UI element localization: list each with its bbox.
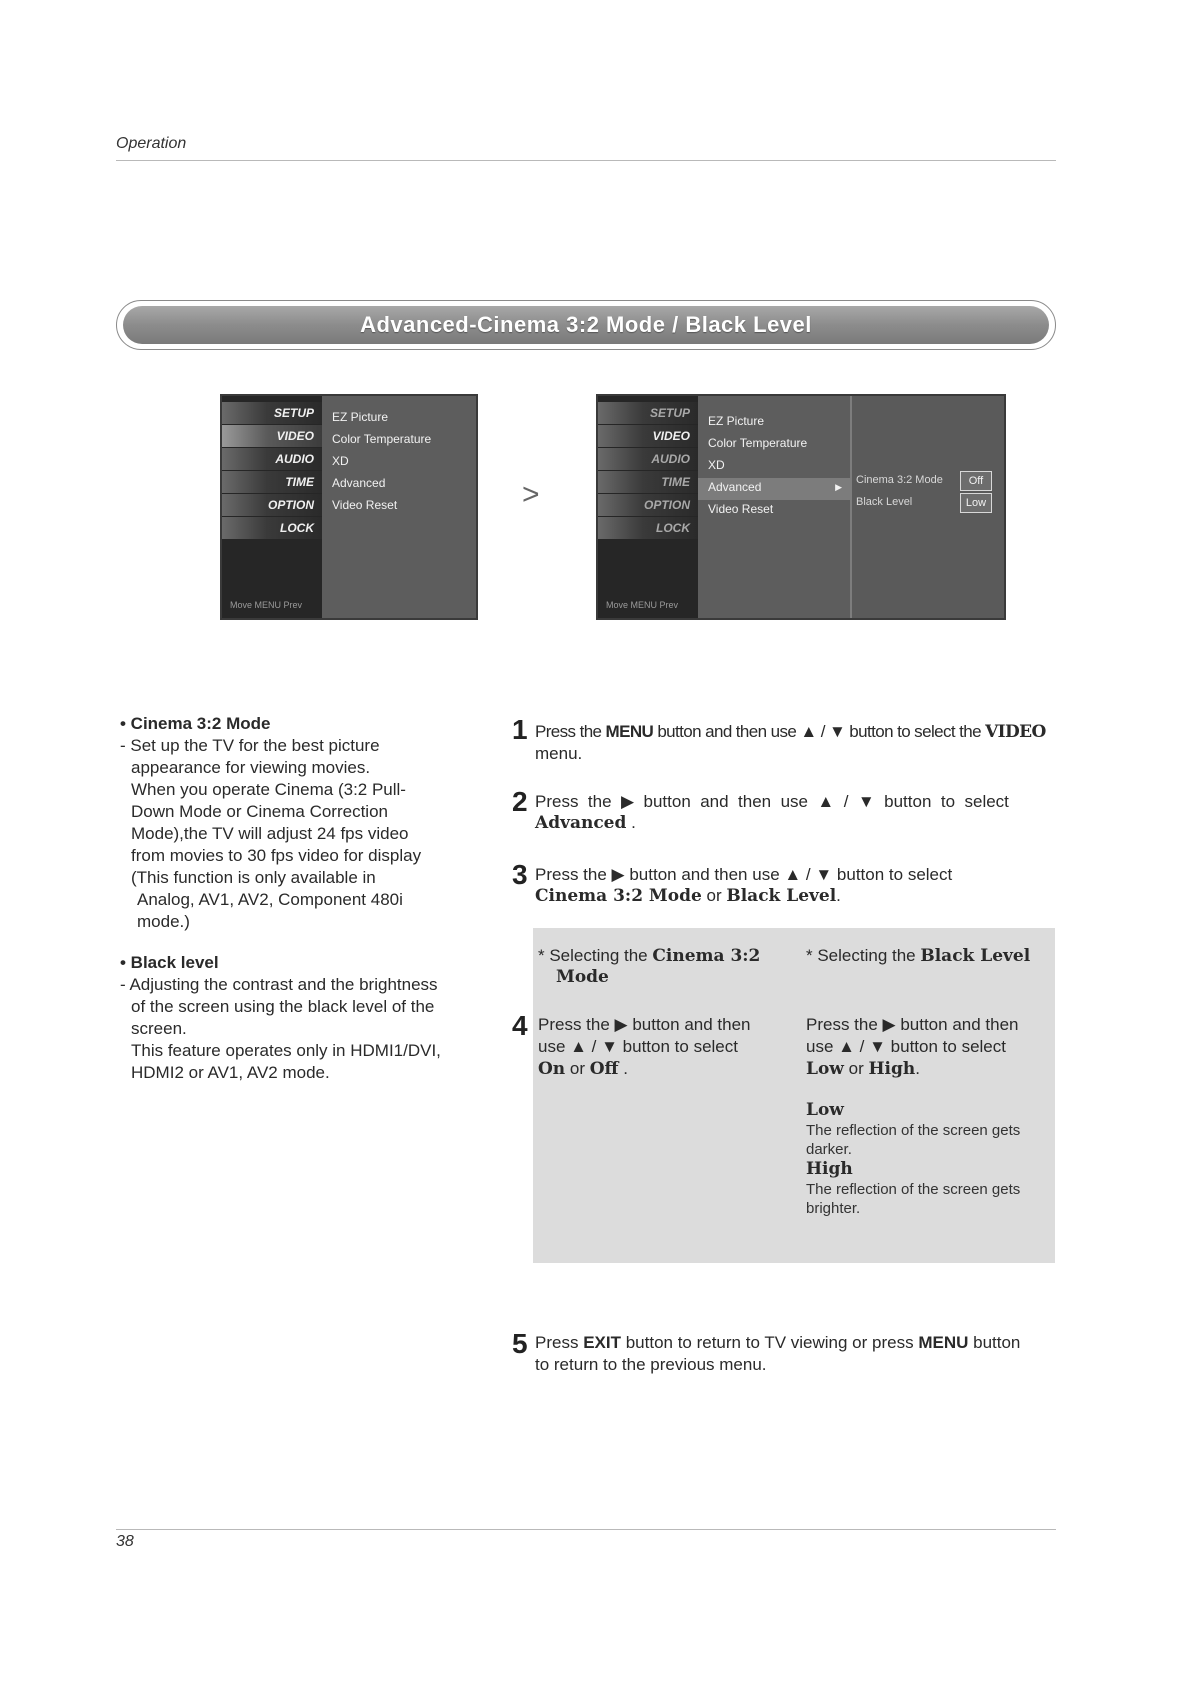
s2-right-arrow-icon: ▶ [620,792,635,811]
s4a-heading [538,945,760,968]
osd-menu-video [220,394,478,620]
s3-arrows-icon: ▲ / ▼ [784,865,833,884]
s4b-heading [806,945,1030,968]
s2-advanced: Advanced [535,813,627,833]
osd-tab-setup-2: SETUP [598,402,698,424]
s4b-low: Low [806,1059,844,1079]
s4b-h1: * Selecting the [806,946,921,965]
osd-item-video-reset-2: Video Reset [708,502,774,516]
cinema-heading: • Cinema 3:2 Mode [120,714,271,733]
step-3-text [535,864,952,886]
s4b-h2: Black Level [920,946,1031,966]
banner-fill [123,306,1049,344]
osd-sidebar-2 [598,396,698,618]
cinema-line-8: Analog, AV1, AV2, Component 480i [137,890,403,909]
cinema-line-6: from movies to 30 fps video for display [131,846,422,865]
osd-sub-black-value: Low [960,493,992,513]
osd-tab-audio-2: AUDIO [598,448,698,470]
s1-c: button and then use [653,722,801,741]
osd-tab-audio: AUDIO [222,448,322,470]
s3-e: button to select [832,865,953,884]
step-5-number: 5 [512,1328,528,1359]
s1-e: button to select the [845,722,986,741]
submenu-arrow-icon: ▶ [835,482,842,492]
cinema-line-2: appearance for viewing movies. [131,758,371,777]
s4b-line-1: Press the ▶ button and then [806,1015,1019,1034]
osd-submenu [850,396,1004,618]
osd-item-xd-2: XD [708,458,725,472]
black-line-2: of the screen using the black level of the [131,997,435,1016]
osd-sub-cinema-label: Cinema 3:2 Mode [856,474,943,486]
cinema-line-7: (This function is only available in [131,868,376,887]
s4a-end: . [618,1059,628,1078]
step-3-text-2 [535,885,841,908]
high-desc-1: The reflection of the screen gets [806,1181,1021,1198]
cinema-line-4: Down Mode or Cinema Correction [131,802,388,821]
osd-item-ez-picture-2: EZ Picture [708,414,765,428]
s2-arrows-icon: ▲ / ▼ [817,792,875,811]
low-title: Low [806,1100,844,1120]
osd-item-color-temperature-2: Color Temperature [708,436,808,450]
osd-item-color-temperature: Color Temperature [332,432,432,446]
s2-a: Press the [535,792,621,811]
osd-tab-option: OPTION [222,494,322,516]
step-2-number: 2 [512,786,528,817]
s4a-line-1: Press the ▶ button and then [538,1015,751,1034]
black-line-4: This feature operates only in HDMI1/DVI, [131,1041,441,1060]
osd-sub-cinema-value: Off [960,471,992,491]
step-1-number: 1 [512,714,528,745]
low-desc-2: darker. [806,1141,852,1158]
s4a-off: Off [589,1059,619,1079]
osd-tab-video: VIDEO [222,425,322,447]
step-3-number: 3 [512,859,528,890]
s4b-high: High [868,1059,916,1079]
cinema-line-1: - Set up the TV for the best picture [120,736,380,755]
osd-menu-advanced [596,394,1006,620]
osd-item-advanced-2: Advanced [708,480,762,494]
s4b-end: . [915,1059,921,1078]
s5-exit: EXIT [583,1333,621,1352]
s3-dot: . [836,886,841,905]
osd-sub-black-label: Black Level [856,496,913,508]
page-number: 38 [116,1533,134,1550]
s2-b: button and then use [634,792,818,811]
step-4-panel [533,928,1055,1263]
low-desc-1: The reflection of the screen gets [806,1122,1021,1139]
osd-tab-video-2: VIDEO [598,425,698,447]
s1-menu: MENU [605,722,654,741]
s3-black: Black Level [726,886,837,906]
section-label: Operation [116,135,187,152]
s3-a: Press the [535,865,612,884]
s4b-line-3 [806,1058,920,1081]
step-2-text-2 [535,812,636,835]
s2-e: button to select [874,792,1009,811]
osd-items-pane [322,396,476,618]
s4b-or: or [843,1059,869,1078]
high-desc-2: brighter. [806,1200,861,1217]
s4a-line-2: use ▲ / ▼ button to select [538,1037,738,1056]
step-1-text-2: menu. [535,744,583,763]
s5-c: button to return to TV viewing or press [620,1333,919,1352]
black-line-1: - Adjusting the contrast and the brightness [120,975,438,994]
s5-a: Press [535,1333,584,1352]
cinema-line-3: When you operate Cinema (3:2 Pull- [131,780,406,799]
osd-tab-option-2: OPTION [598,494,698,516]
osd-footer-2: Move MENU Prev [606,600,679,610]
osd-tab-lock-2: LOCK [598,517,698,539]
banner-title: Advanced-Cinema 3:2 Mode / Black Level [360,312,812,337]
cinema-line-9: mode.) [137,912,190,931]
s4a-heading-2: Mode [556,967,609,987]
s4a-h1: * Selecting the [538,946,653,965]
s1-a: Press the [535,722,606,741]
s4a-on: On [538,1059,566,1079]
footer-rule [116,1529,1056,1530]
osd-tab-setup: SETUP [222,402,322,424]
s1-arrows-icon: ▲ / ▼ [800,722,846,741]
osd-sidebar [222,396,322,618]
osd-item-video-reset: Video Reset [332,498,398,512]
step-2-text [535,791,1009,813]
black-line-3: screen. [131,1019,187,1038]
s4a-or: or [565,1059,590,1078]
s3-b: button and then use [624,865,785,884]
osd-item-advanced: Advanced [332,476,386,490]
osd-item-xd: XD [332,454,349,468]
osd-items-pane-2 [698,396,850,618]
step-5-text [535,1332,1020,1354]
black-heading: • Black level [120,953,219,972]
s4b-line-2: use ▲ / ▼ button to select [806,1037,1006,1056]
step-5-text-2: to return to the previous menu. [535,1355,767,1374]
step-4-number: 4 [512,1010,528,1041]
s2-g: . [626,813,636,832]
s3-right-arrow-icon: ▶ [611,865,625,884]
s4a-h2: Cinema 3:2 [652,946,761,966]
header-rule [116,160,1056,161]
cinema-line-5: Mode),the TV will adjust 24 fps video [131,824,409,843]
s3-or: or [701,886,727,905]
osd-tab-time-2: TIME [598,471,698,493]
s3-cinema: Cinema 3:2 Mode [535,886,702,906]
step-1-text [535,721,1046,744]
s5-e: button [968,1333,1021,1352]
next-arrow-icon: > [522,478,540,511]
osd-tab-time: TIME [222,471,322,493]
osd-footer: Move MENU Prev [230,600,303,610]
osd-tab-lock: LOCK [222,517,322,539]
osd-item-ez-picture: EZ Picture [332,410,389,424]
black-line-5: HDMI2 or AV1, AV2 mode. [131,1063,330,1082]
s4a-line-3 [538,1058,628,1081]
high-title: High [806,1159,853,1179]
section-banner [116,300,1056,350]
s5-menu: MENU [918,1333,969,1352]
s1-video: VIDEO [985,722,1046,742]
